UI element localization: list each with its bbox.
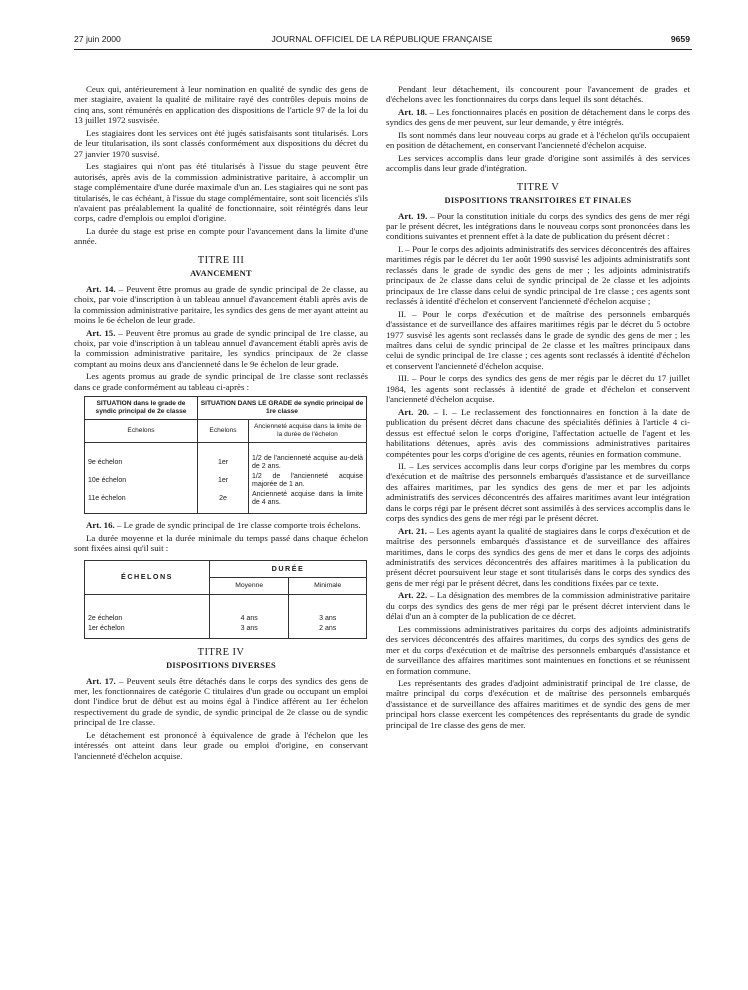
- article: [386, 407, 690, 459]
- paragraph: La durée moyenne et la durée minimale du temps passé dans chaque échelon sont fixées ainsi qu'il suit :: [74, 532, 368, 554]
- table-header: SITUATION dans le grade de syndic principal de 2e classe: [85, 397, 198, 420]
- table-cell: 10e échelon: [85, 472, 198, 490]
- left-column: [74, 84, 368, 763]
- article-label: Art. 19.: [398, 210, 428, 221]
- paragraph: Les stagiaires dont les services ont été jugés satisfaisants sont titularisés. Lors de leur titularisation, ils sont classés conformément aux dispositions du décret du 27 janvier 1970 susvisé.: [74, 127, 368, 159]
- article-label: Art. 18.: [398, 106, 427, 117]
- article-text: – I. – Le reclassement des fonctionnaires en fonction à la date de publication du présent décret dans chacune des spécialités définies à l'article 4 ci-dessus est effectué selon le corps d'origine, l'affectation actuelle de l'agent et les habilitations détenues, après avis des commissions administratives paritaires compétentes pour les corps d'origine de ces agents, réunies en formation commune.: [386, 406, 690, 459]
- article: [386, 590, 690, 621]
- table-cell: 9e échelon: [85, 443, 198, 473]
- table-row: [85, 472, 367, 490]
- table-cell: 1er: [198, 443, 249, 473]
- table-cell: 1er: [198, 472, 249, 490]
- table-cell: 2e: [198, 490, 249, 514]
- article-label: Art. 15.: [86, 327, 116, 338]
- article: [74, 284, 368, 326]
- titre-subheading: DISPOSITIONS TRANSITOIRES ET FINALES: [444, 196, 632, 206]
- header-rule: [74, 49, 692, 50]
- titre-subheading: DISPOSITIONS DIVERSES: [166, 661, 276, 671]
- titre-heading: TITRE V: [516, 181, 560, 193]
- table-cell: 4 ans: [210, 594, 289, 624]
- table-row: [85, 490, 367, 514]
- page-header: [74, 34, 690, 48]
- table-cell: 1/2 de l'ancienneté acquise majorée de 1 an.: [249, 472, 367, 490]
- header-date: 27 juin 2000: [74, 34, 121, 44]
- article-label: Art. 20.: [398, 406, 430, 417]
- table-row: [85, 594, 367, 624]
- table-cell: 2 ans: [289, 624, 367, 639]
- article-label: Art. 14.: [86, 283, 116, 294]
- paragraph: Ils sont nommés dans leur nouveau corps au grade et à l'échelon qu'ils occupaient en position de détachement, en conservant l'ancienneté d'échelon acquise.: [386, 129, 690, 151]
- article-label: Art. 17.: [86, 675, 116, 686]
- article: [386, 211, 690, 242]
- paragraph: II. – Pour le corps d'exécution et de maîtrise des personnels embarqués d'assistance et de surveillance des affaires maritimes régis par le décret du 5 octobre 1977 susvisé les agents sont reclassés dans le grade de syndic des gens de mer ; les maîtres dans celui de syndic principal de 2e classe et les maîtres principaux dans celui de syndic principal de 1re classe ; ces agents sont reclassés à identité d'échelon et conservent l'ancienneté d'échelon acquise.: [386, 308, 690, 371]
- table-cell: 1er échelon: [85, 624, 210, 639]
- journal-title: JOURNAL OFFICIEL DE LA RÉPUBLIQUE FRANÇAISE: [271, 34, 493, 44]
- article: [74, 676, 368, 728]
- paragraph: Le détachement est prononcé à équivalence de grade à l'échelon que les intéressés ont atteint dans leur grade ou emploi d'origine, en conservant l'ancienneté d'échelon acquise.: [74, 729, 368, 761]
- table-header: ÉCHELONS: [85, 560, 210, 594]
- article-text: – Peuvent être promus au grade de syndic principal de 2e classe, au choix, par voie d'inscription à un tableau annuel d'avancement établi après avis de la commission administrative paritaire, les syndics des gens de mer ayant atteint au moins le 6e échelon de leur grade.: [74, 283, 369, 326]
- reclassement-table: [84, 396, 367, 514]
- paragraph: III. – Pour le corps des syndics des gens de mer régis par le décret du 17 juillet 1984, les agents sont reclassés à identité de grade et d'échelon et conservent l'ancienneté d'échelon acquise.: [386, 373, 690, 405]
- paragraph: La durée du stage est prise en compte pour l'avancement dans la limite d'une année.: [74, 225, 368, 247]
- article: [74, 328, 368, 370]
- column-header: Minimale: [289, 577, 367, 594]
- paragraph: Pendant leur détachement, ils concourent pour l'avancement de grades et d'échelons avec les fonctionnaires du corps dans lequel ils sont détachés.: [386, 84, 690, 105]
- table-row: [85, 443, 367, 473]
- article-text: – Les agents ayant la qualité de stagiaires dans le corps d'exécution et de maîtrise des personnels embarqués d'assistance et de surveillance des affaires maritimes, dans le corps des syndics des gens de mer et dans le corps des adjoints administratifs des services déconcentrés des affaires maritimes à la publication du présent décret poursuivent leur stage et sont titularisés dans le corps des syndics des gens de mer régi par le présent décret, dans les conditions fixées par ce texte.: [386, 525, 690, 588]
- paragraph: Les représentants des grades d'adjoint administratif principal de 1re classe, de maître principal du corps d'exécution et de maîtrise des personnels embarqués d'assistance et de surveillance des affaires maritimes et de syndic des gens de mer principal hors classe exercent les compétences des représentants du grade de syndic principal de 1re classe des gens de mer.: [386, 678, 690, 730]
- paragraph: I. – Pour le corps des adjoints administratifs des services déconcentrés des affaires maritimes régis par le décret du 1er août 1990 susvisé les adjoints administratifs sont reclassés dans le grade de syndic des gens de mer ; les adjoints administratifs principaux de 2e classe dans celui de syndic principal de 2e classe et les adjoints principaux de 1re classe dans celui de syndic principal de 1re classe ; ces agents sont reclassés à identité d'échelon et conservent l'ancienneté d'échelon acquise ;: [386, 243, 690, 307]
- article-text: – Peuvent être promus au grade de syndic principal de 1re classe, au choix, par voie d'inscription à un tableau annuel d'avancement établi après avis de la commission administrative paritaire, les syndics principaux de 2e classe comptant au moins deux ans d'ancienneté dans le 9e échelon de leur grade.: [74, 327, 369, 369]
- paragraph: Les stagiaires qui n'ont pas été titularisés à l'issue du stage peuvent être autorisés, après avis de la commission administrative paritaire, à accomplir un stage complémentaire d'une durée maximale d'un an. Les stagiaires qui ne sont pas titularisés, le cas échéant, à l'issue du stage complémentaire, sont soit licenciés s'ils n'avaient pas préalablement la qualité de fonctionnaire, soit réintégrés dans leur corps, cadre d'emplois ou emploi d'origine.: [74, 161, 368, 224]
- table-cell: Ancienneté acquise dans la limite de 4 ans.: [249, 490, 367, 514]
- article: [74, 520, 368, 530]
- table-header: SITUATION DANS LE GRADE de syndic principal de 1re classe: [198, 397, 367, 420]
- article-label: Art. 21.: [398, 525, 428, 536]
- article: [386, 526, 690, 589]
- table-row: [85, 624, 367, 639]
- page-number: 9659: [670, 34, 690, 44]
- table-cell: 3 ans: [210, 624, 289, 639]
- duree-table: [84, 560, 367, 639]
- table-cell: 11e échelon: [85, 490, 198, 514]
- paragraph: II. – Les services accomplis dans leur corps d'origine par les membres du corps d'exécution et de maîtrise des personnels embarqués d'assistance et de surveillance des affaires maritimes, par les syndics des gens de mer et par les adjoints administratifs des services déconcentrés des affaires maritimes avant leur intégration dans le corps régi par le présent décret sont assimilés à des services accomplis dans le corps des syndics des gens de mer régi par le présent décret.: [386, 460, 690, 524]
- table-header: DURÉE: [210, 560, 367, 577]
- table-cell: 2e échelon: [85, 594, 210, 624]
- column-header: Ancienneté acquise dans la limite de la durée de l'échelon: [249, 420, 367, 443]
- paragraph: Les services accomplis dans leur grade d'origine sont assimilés à des services accomplis dans leur grade d'intégration.: [386, 152, 690, 174]
- column-header: Echelons: [85, 420, 198, 443]
- titre-heading: TITRE III: [197, 254, 245, 266]
- article: [386, 107, 690, 128]
- article-text: – La désignation des membres de la commission administrative paritaire du corps des syndics des gens de mer régi par le présent décret intervient dans le délai d'un an à compter de la publication de ce décret.: [386, 590, 690, 622]
- column-header: Moyenne: [210, 577, 289, 594]
- paragraph: Ceux qui, antérieurement à leur nomination en qualité de syndic des gens de mer stagiaire, avaient la qualité de militaire rayé des contrôles depuis moins de cinq ans, sont rémunérés en application des dispositions de l'article 97 de la loi du 13 juillet 1972 susvisée.: [74, 84, 368, 126]
- article-text: – Peuvent seuls être détachés dans le corps des syndics des gens de mer, les fonctionnaires de catégorie C titulaires d'un grade ou occupant un emploi dont l'indice brut de début est au moins égal à l'indice afférent au 1er échelon respectivement du grade de syndic, de syndic principal de 2e classe ou de syndic principal de 1re classe.: [74, 675, 369, 728]
- titre-subheading: AVANCEMENT: [190, 269, 252, 279]
- article-text: – Pour la constitution initiale du corps des syndics des gens de mer régi par le présent décret, les intégrations dans le nouveau corps sont prononcées dans les conditions suivantes et prennent effet à la date de publication du présent décret :: [386, 210, 690, 242]
- article-text: – Le grade de syndic principal de 1re classe comporte trois échelons.: [116, 520, 361, 531]
- paragraph: Les commissions administratives paritaires du corps des adjoints administratifs des services déconcentrés des affaires maritimes, du corps des syndics des gens de mer et du corps d'exécution et de maîtrise des personnels embarqués d'assistance et de surveillance des affaires maritimes sont maintenues en fonctions et se réunissent en formation commune.: [386, 623, 690, 676]
- article-label: Art. 22.: [398, 590, 428, 601]
- table-cell: 1/2 de l'ancienneté acquise au-delà de 2 ans.: [249, 443, 367, 473]
- column-header: Echelons: [198, 420, 249, 443]
- article-label: Art. 16.: [86, 520, 115, 531]
- table-cell: 3 ans: [289, 594, 367, 624]
- paragraph: Les agents promus au grade de syndic principal de 1re classe sont reclassés dans ce grade conformément au tableau ci-après :: [74, 371, 368, 392]
- article-text: – Les fonctionnaires placés en position de détachement dans le corps des syndics des gens de mer peuvent, sur leur demande, y être intégrés.: [386, 106, 690, 128]
- titre-heading: TITRE IV: [197, 646, 245, 658]
- right-column: [386, 84, 690, 732]
